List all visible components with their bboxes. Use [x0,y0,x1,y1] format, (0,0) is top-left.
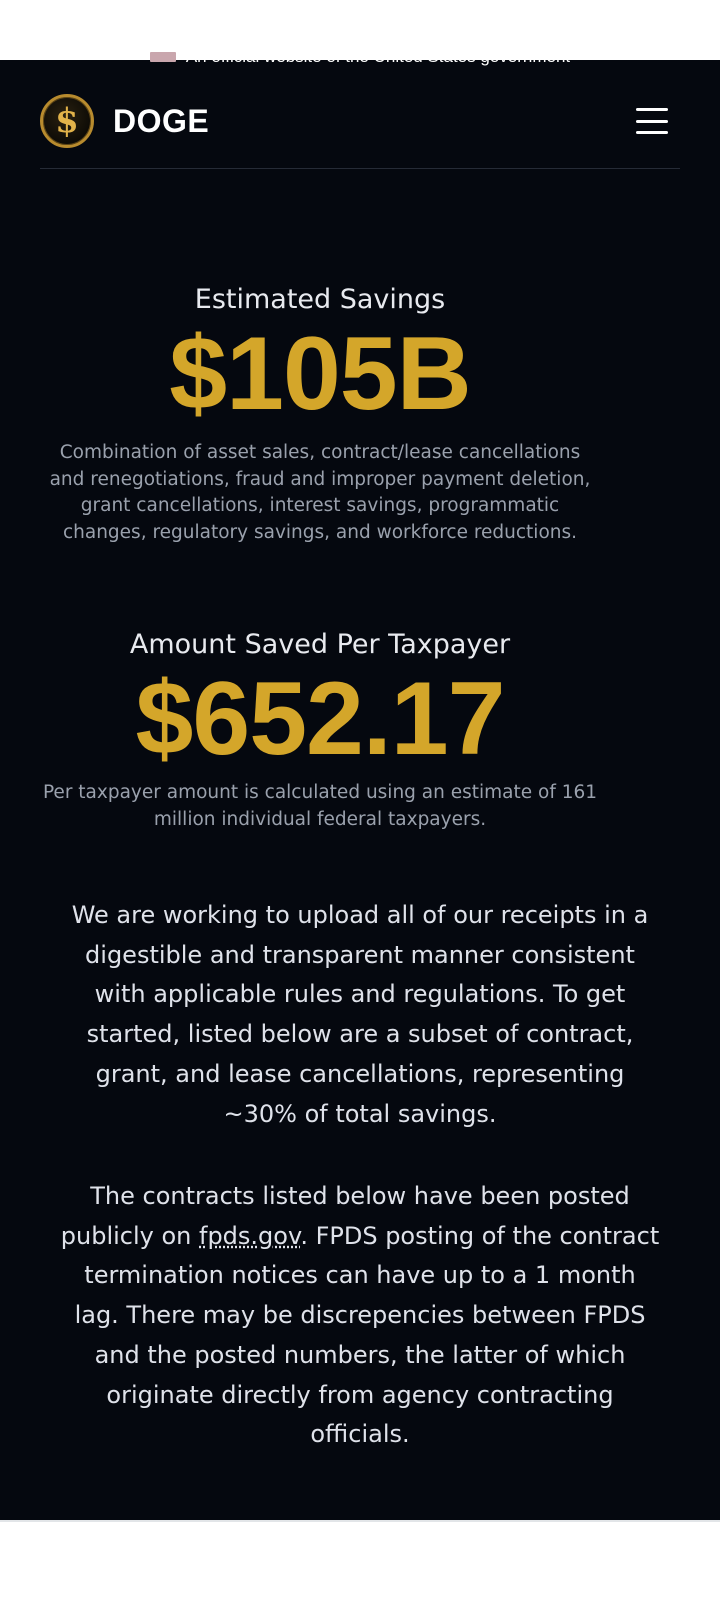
intro-paragraph-fpds [60,1177,660,1455]
brand-name[interactable]: DOGE [113,102,210,139]
per-taxpayer-label: Amount Saved Per Taxpayer [129,629,511,660]
gov-banner [0,49,720,65]
per-taxpayer-description: Per taxpayer amount is calculated using an estimate of 161 million individual federal taxpayers. [42,782,598,830]
intro-paragraph-receipts: We are working to upload all of our receipts in a digestible and transparent manner consistent with applicable rules and regulations. To get started, listed below are a subset of contract, grant, and lease cancellations, representing ~30% of total savings. [71,901,649,1128]
doge-logo[interactable] [40,94,94,148]
gov-banner-text: An official website of the United States government [185,47,571,66]
per-taxpayer-value: $652.17 [135,661,505,777]
us-flag-icon [150,52,176,62]
hamburger-icon[interactable] [636,108,668,134]
per-taxpayer-section [40,625,600,833]
hamburger-line [636,120,668,123]
next-section-area [0,1520,720,1600]
fpds-text-before: The contracts listed below have been posted publicly on [60,1182,630,1250]
hamburger-line [636,108,668,111]
dollar-coin-icon: $ [55,101,79,141]
page-body [0,47,720,1520]
estimated-savings-section [40,280,600,546]
estimated-savings-value: $105B [169,316,471,432]
site-header [40,88,680,154]
estimated-savings-description: Combination of asset sales, contract/lease cancellations and renegotiations, fraud and improper payment deletion, grant cancellations, interest savings, programmatic changes, regulatory savings, and workforce reductions. [49,442,591,543]
fpds-text-after: . FPDS posting of the contract termination notices can have up to a 1 month lag. There may be discrepencies between FPDS and the posted numbers, the latter of which originate directly from agency contracting officials. [74,1221,660,1449]
hamburger-line [636,131,668,134]
header-divider [40,168,680,169]
estimated-savings-label: Estimated Savings [194,284,446,315]
fpds-link[interactable]: fpds.gov [199,1221,301,1250]
